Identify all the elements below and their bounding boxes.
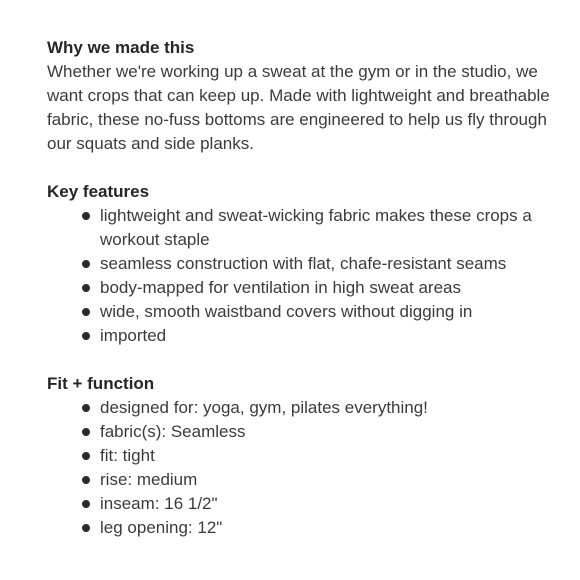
bullet-icon: [82, 260, 90, 268]
bullet-icon: [82, 212, 90, 220]
why-section: [47, 36, 567, 156]
key-features-list: [47, 204, 567, 348]
list-item: [47, 516, 567, 540]
list-item-text: seamless construction with flat, chafe-resistant seams: [100, 254, 507, 273]
bullet-icon: [82, 524, 90, 532]
fit-function-section: [47, 372, 567, 540]
list-item: [47, 276, 567, 300]
list-item-text: inseam: 16 1/2": [100, 494, 218, 513]
list-item-text: fabric(s): Seamless: [100, 422, 246, 441]
list-item-text: rise: medium: [100, 470, 198, 489]
list-item: [47, 468, 567, 492]
list-item: [47, 252, 567, 276]
list-item: [47, 396, 567, 420]
key-features-section: [47, 180, 567, 348]
list-item-text: wide, smooth waistband covers without digging in: [100, 302, 473, 321]
list-item: [47, 300, 567, 324]
list-item-text: fit: tight: [100, 446, 155, 465]
bullet-icon: [82, 404, 90, 412]
product-description: [47, 36, 567, 540]
list-item-text: imported: [100, 326, 167, 345]
list-item: [47, 204, 567, 252]
bullet-icon: [82, 284, 90, 292]
fit-function-list: [47, 396, 567, 540]
bullet-icon: [82, 332, 90, 340]
list-item: [47, 492, 567, 516]
list-item-text: body-mapped for ventilation in high sweat areas: [100, 278, 461, 297]
list-item-text: leg opening: 12": [100, 518, 223, 537]
bullet-icon: [82, 476, 90, 484]
bullet-icon: [82, 308, 90, 316]
list-item: [47, 444, 567, 468]
why-heading: Why we made this: [47, 38, 195, 57]
bullet-icon: [82, 500, 90, 508]
why-body: Whether we're working up a sweat at the gym or in the studio, we want crops that can keep up. Made with lightweight and breathable fabric, these no-fuss bottoms are engineered to help us fly through our squats and side planks.: [47, 62, 550, 153]
fit-function-heading: Fit + function: [47, 374, 155, 393]
list-item-text: lightweight and sweat-wicking fabric makes these crops a workout staple: [100, 206, 532, 249]
list-item: [47, 420, 567, 444]
list-item: [47, 324, 567, 348]
bullet-icon: [82, 428, 90, 436]
list-item-text: designed for: yoga, gym, pilates everything!: [100, 398, 428, 417]
bullet-icon: [82, 452, 90, 460]
key-features-heading: Key features: [47, 182, 150, 201]
